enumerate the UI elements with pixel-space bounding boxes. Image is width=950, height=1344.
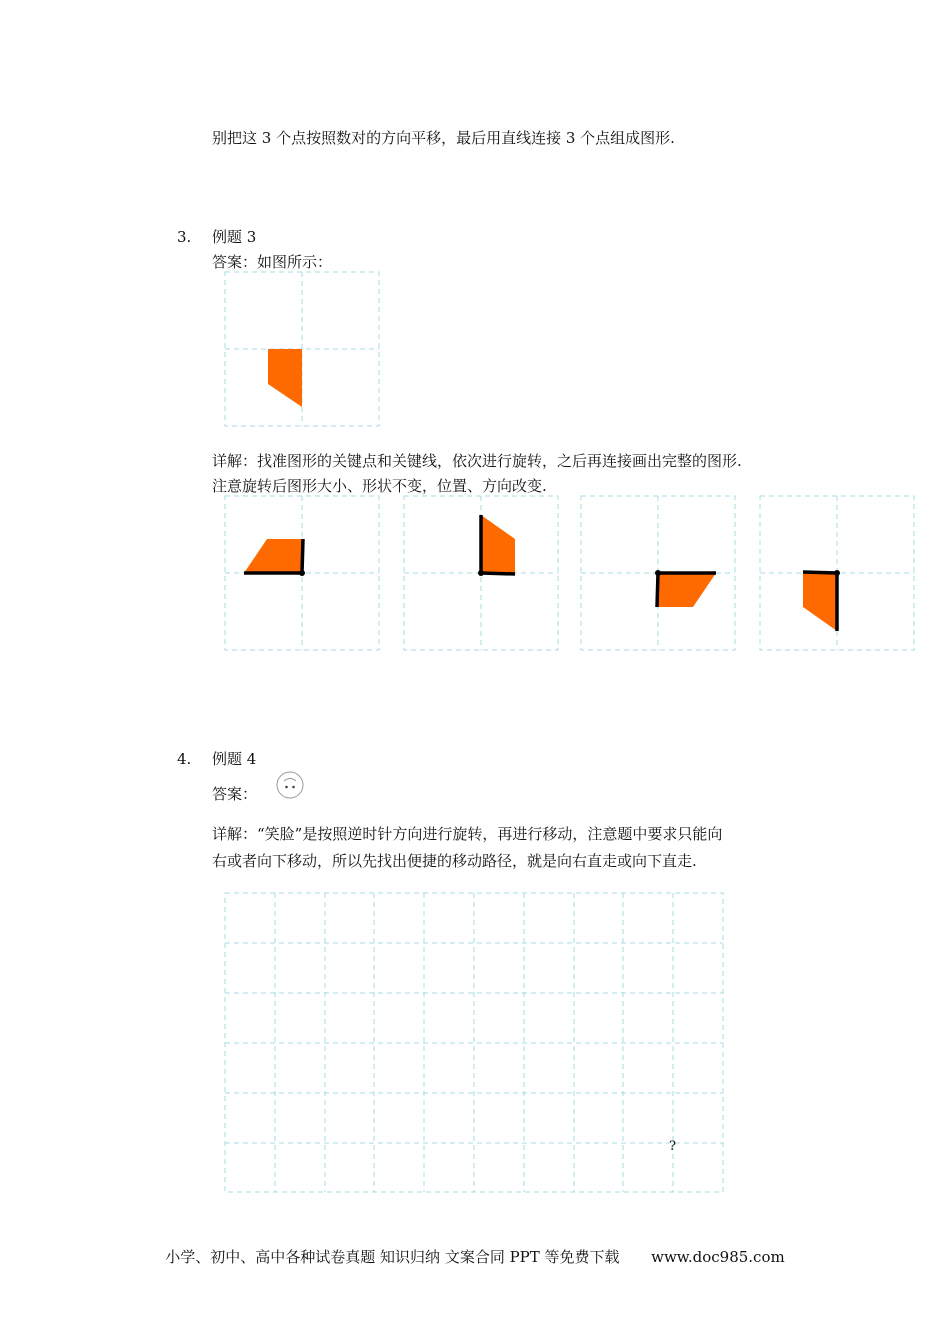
q4-answer: 答案： [212,785,258,803]
rotation-step-1 [224,495,382,653]
q3-title: 例题 3 [212,228,257,246]
grid-question-mark: ? [669,1139,676,1154]
rotation-step-2 [403,495,561,653]
q3-number: 3. [177,228,192,246]
q4-explain-line2: 右或者向下移动，所以先找出便捷的移动路径，就是向右直走或向下直走. [212,852,697,870]
footer-site-link[interactable]: www.doc985.com [651,1248,785,1266]
smiley-face-icon [274,770,306,800]
q4-number: 4. [177,750,192,768]
q3-explain-line1: 详解：找准图形的关键点和关键线，依次进行旋转，之后再连接画出完整的图形. [212,452,742,470]
rotation-step-4 [759,495,917,653]
movement-grid [224,892,726,1196]
rotation-step-3 [580,495,738,653]
q4-title: 例题 4 [212,750,257,768]
orange-quadrilateral [268,349,302,407]
footer [0,1246,950,1267]
footer-text: 小学、初中、高中各种试卷真题 知识归纳 文案合同 PPT 等免费下载 [165,1248,620,1266]
intro-line: 别把这 3 个点按照数对的方向平移，最后用直线连接 3 个点组成图形. [212,129,675,147]
q4-explain-line1: 详解：“笑脸”是按照逆时针方向进行旋转，再进行移动，注意题中要求只能向 [212,825,723,843]
q3-answer-figure [224,271,382,429]
q3-answer: 答案：如图所示： [212,253,333,271]
q3-explain-line2: 注意旋转后图形大小、形状不变，位置、方向改变. [212,477,547,495]
